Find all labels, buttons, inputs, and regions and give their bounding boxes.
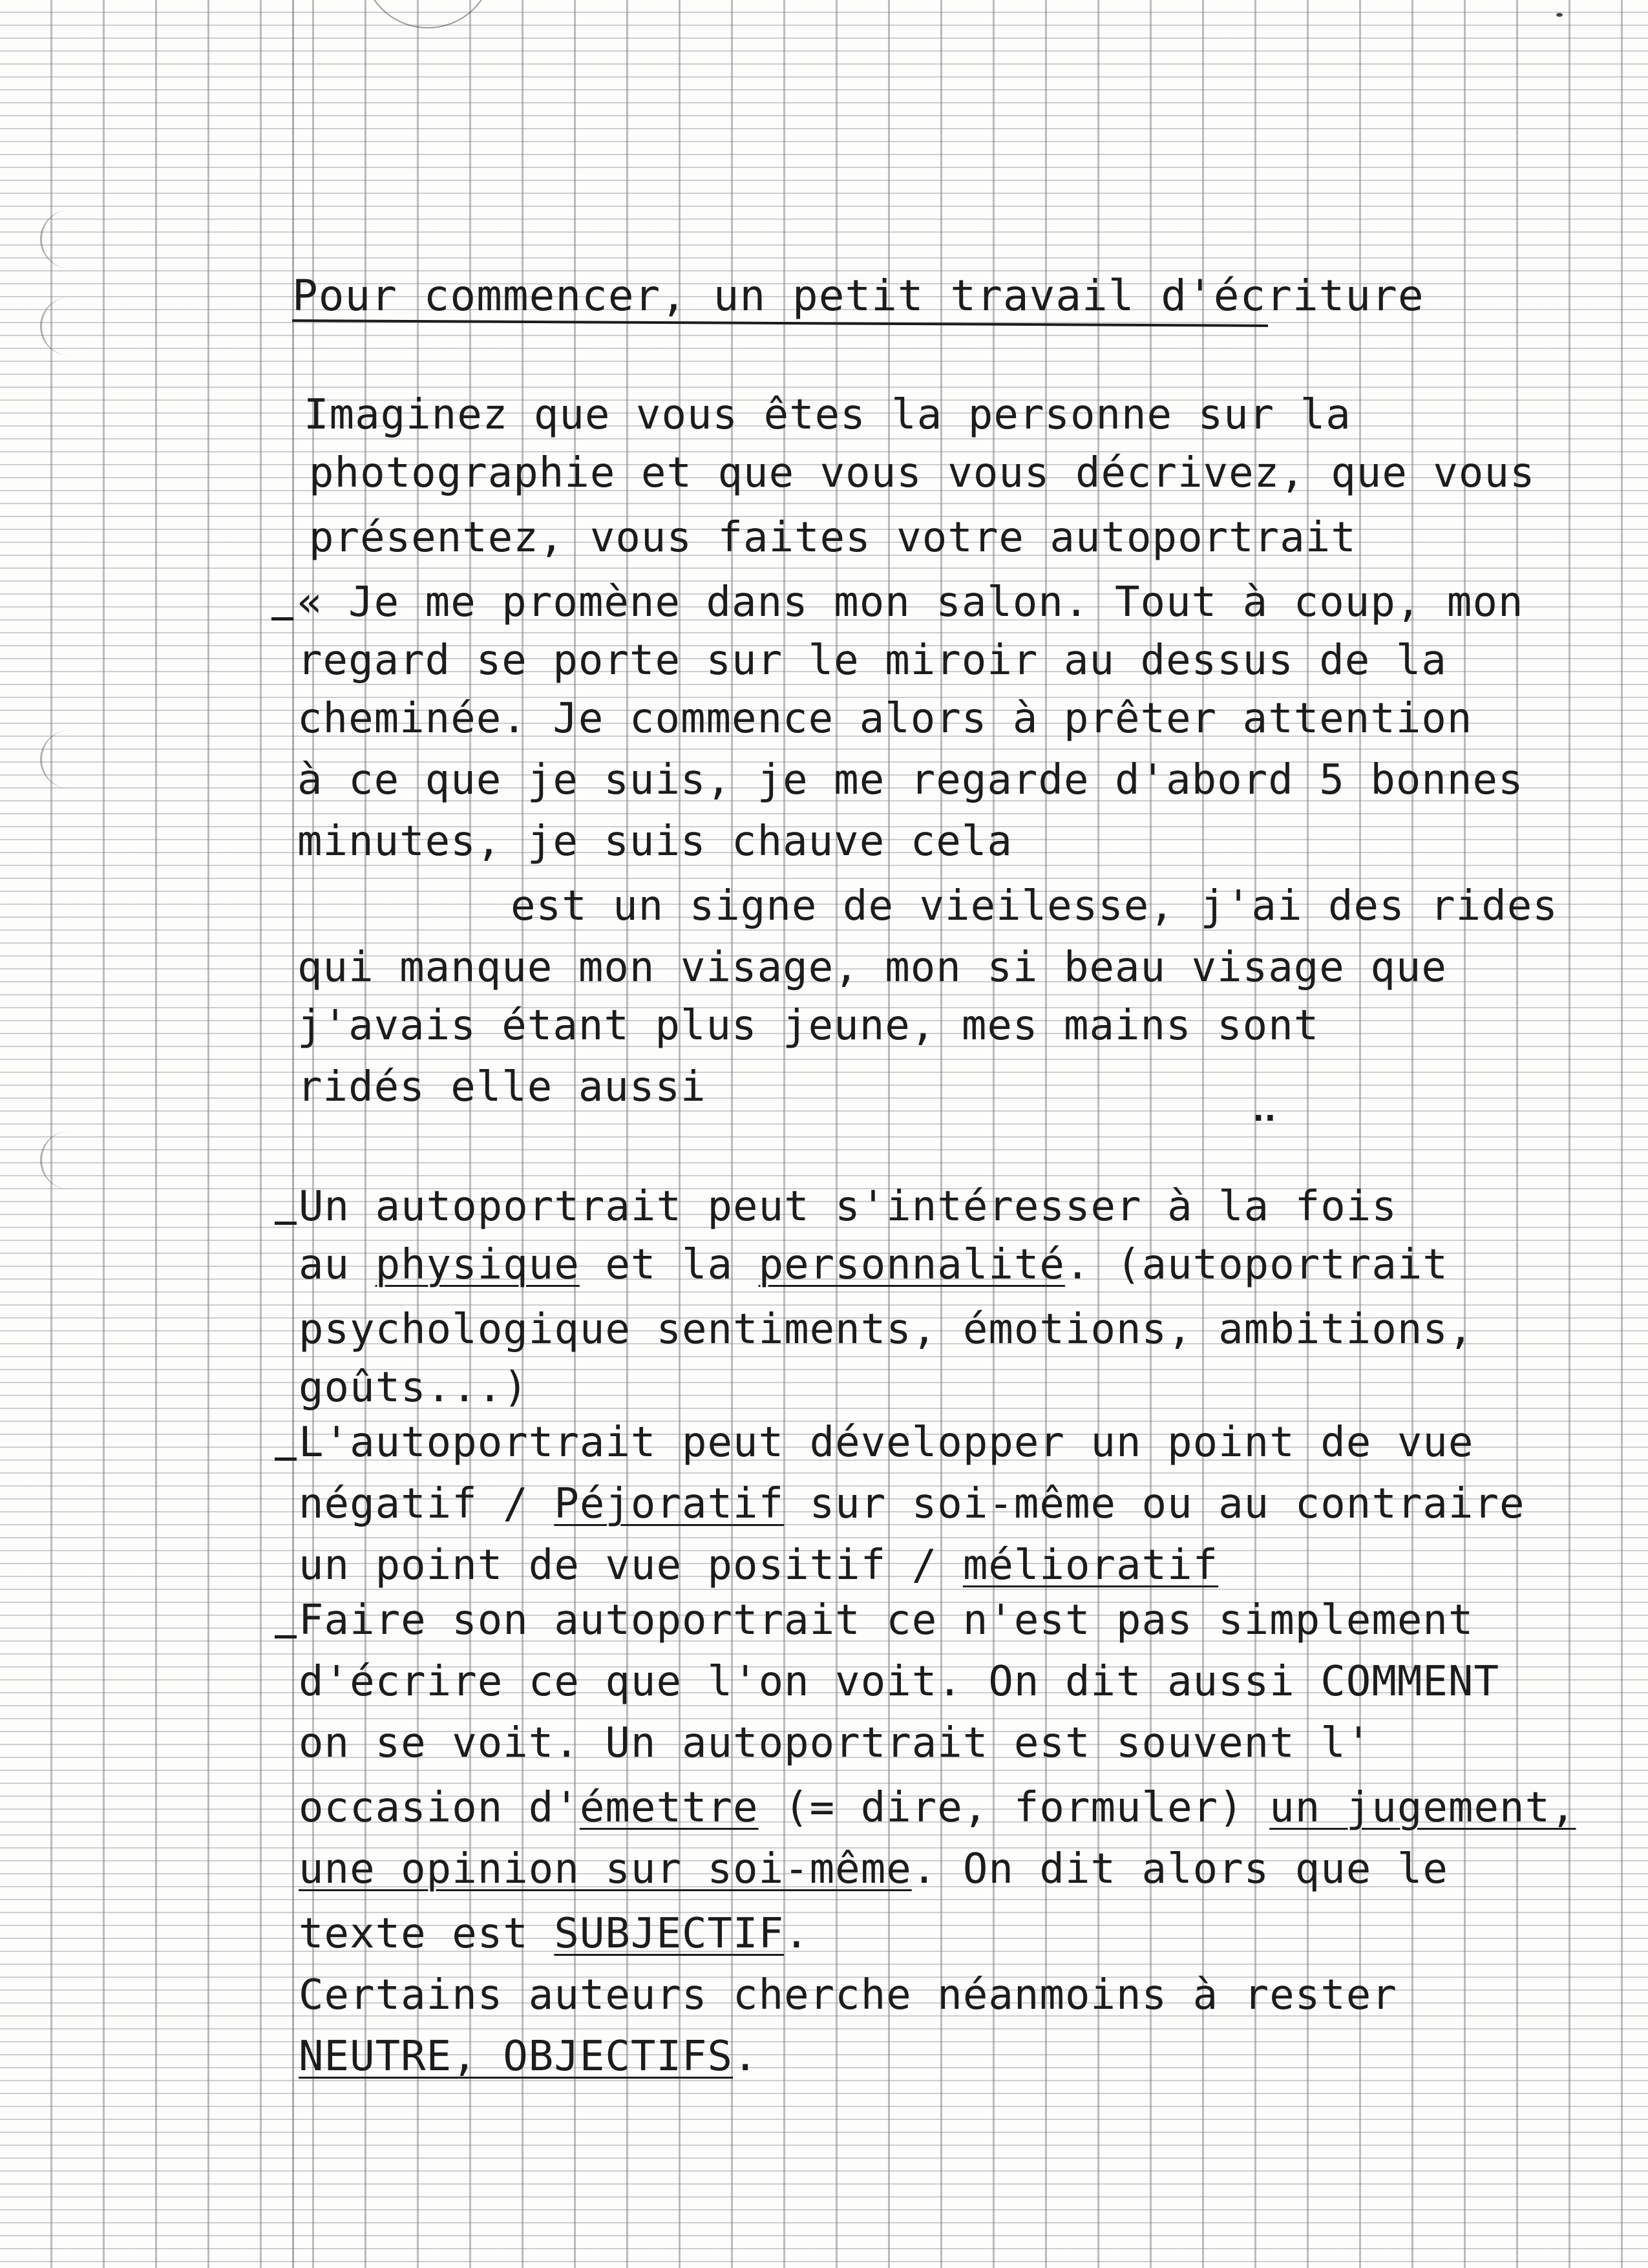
keyword-opinion: une opinion sur soi-même (299, 1845, 912, 1893)
prompt-line-3: présentez, vous faites votre autoportrait (309, 514, 1357, 562)
keyword-personnalite: personnalité (758, 1241, 1065, 1289)
note3-text-on-dit: . On dit alors que le (911, 1845, 1448, 1893)
story-line-6: est un signe de vieilesse, j'ai des rides (511, 882, 1558, 930)
punch-hole-mark (40, 1131, 81, 1189)
note1-line-2 (299, 1241, 1448, 1289)
note2-text-sur-soi: sur soi-même ou au contraire (784, 1480, 1525, 1528)
keyword-jugement: un jugement, (1269, 1784, 1576, 1832)
story-line-9: ridés elle aussi (297, 1063, 706, 1111)
bullet-dash (275, 1457, 297, 1461)
note2-line-1: L'autoportrait peut développer un point de vue (299, 1419, 1474, 1467)
story-line-1: « Je me promène dans mon salon. Tout à coup, mon (297, 578, 1524, 626)
note1-text-et-la: et la (605, 1241, 734, 1289)
margin-line (292, 0, 294, 2268)
note3-line-3: on se voit. Un autoportrait est souvent l' (299, 1719, 1372, 1767)
note3-period-2: . (733, 2033, 759, 2081)
note3-line-6 (299, 1910, 810, 1958)
punch-hole-mark (40, 730, 81, 789)
keyword-neutre-objectifs: NEUTRE, OBJECTIFS (299, 2033, 734, 2081)
note3-line-7: Certains auteurs cherche néanmoins à rester (299, 1971, 1397, 2019)
keyword-pejoratif: Péjoratif (554, 1480, 785, 1528)
story-line-2: regard se porte sur le miroir au dessus de la (297, 637, 1447, 684)
bullet-dash (271, 617, 293, 620)
keyword-emettre: émettre (579, 1784, 759, 1832)
note3-period-1: . (784, 1910, 810, 1958)
note2-line-3 (299, 1542, 1219, 1589)
story-line-8: j'avais étant plus jeune, mes mains sont (297, 1002, 1320, 1050)
keyword-melioratif: mélioratif (962, 1542, 1219, 1589)
punch-hole-mark (40, 297, 81, 355)
note3-line-4 (299, 1784, 1576, 1832)
title: Pour commencer, un petit travail d'écriture (292, 271, 1424, 321)
note3-line-8 (299, 2033, 759, 2081)
dot-mark: .. (1252, 1092, 1276, 1129)
story-line-4: à ce que je suis, je me regarde d'abord 5 bonnes (297, 756, 1524, 804)
note3-text-texte-est: texte est (299, 1910, 529, 1958)
story-line-3: cheminée. Je commence alors à prêter attention (297, 695, 1473, 743)
note3-line-5 (299, 1845, 1448, 1893)
note3-text-occasion: occasion d' (299, 1784, 580, 1832)
punch-hole-mark (40, 210, 81, 268)
prompt-line-2: photographie et que vous vous décrivez, que vous (309, 449, 1536, 497)
note1-text-au: au (299, 1241, 350, 1289)
note2-text-positif: un point de vue positif / (299, 1542, 938, 1589)
story-line-7: qui manque mon visage, mon si beau visage que (297, 944, 1447, 991)
note3-line-2: d'écrire ce que l'on voit. On dit aussi COMMENT (299, 1658, 1499, 1706)
note1-line-3: psychologique sentiments, émotions, ambitions, (299, 1306, 1474, 1353)
note3-line-1: Faire son autoportrait ce n'est pas simplement (299, 1596, 1474, 1644)
bullet-dash (275, 1222, 297, 1225)
note2-line-2 (299, 1480, 1525, 1528)
ink-speck (1556, 13, 1563, 17)
note2-text-negatif: négatif / (299, 1480, 529, 1528)
note1-line-4: goûts...) (299, 1364, 529, 1412)
note1-text-autoportrait: . (autoportrait (1064, 1241, 1448, 1289)
note3-text-dire-formuler: (= dire, formuler) (758, 1784, 1270, 1832)
note1-line-1: Un autoportrait peut s'intéresser à la fois (299, 1183, 1397, 1231)
corner-arc (362, 0, 494, 28)
keyword-subjectif: SUBJECTIF (554, 1910, 785, 1958)
story-line-5: minutes, je suis chauve cela (297, 818, 1013, 865)
prompt-line-1: Imaginez que vous êtes la personne sur la (304, 391, 1351, 439)
keyword-physique: physique (375, 1241, 580, 1289)
bullet-dash (275, 1635, 297, 1638)
